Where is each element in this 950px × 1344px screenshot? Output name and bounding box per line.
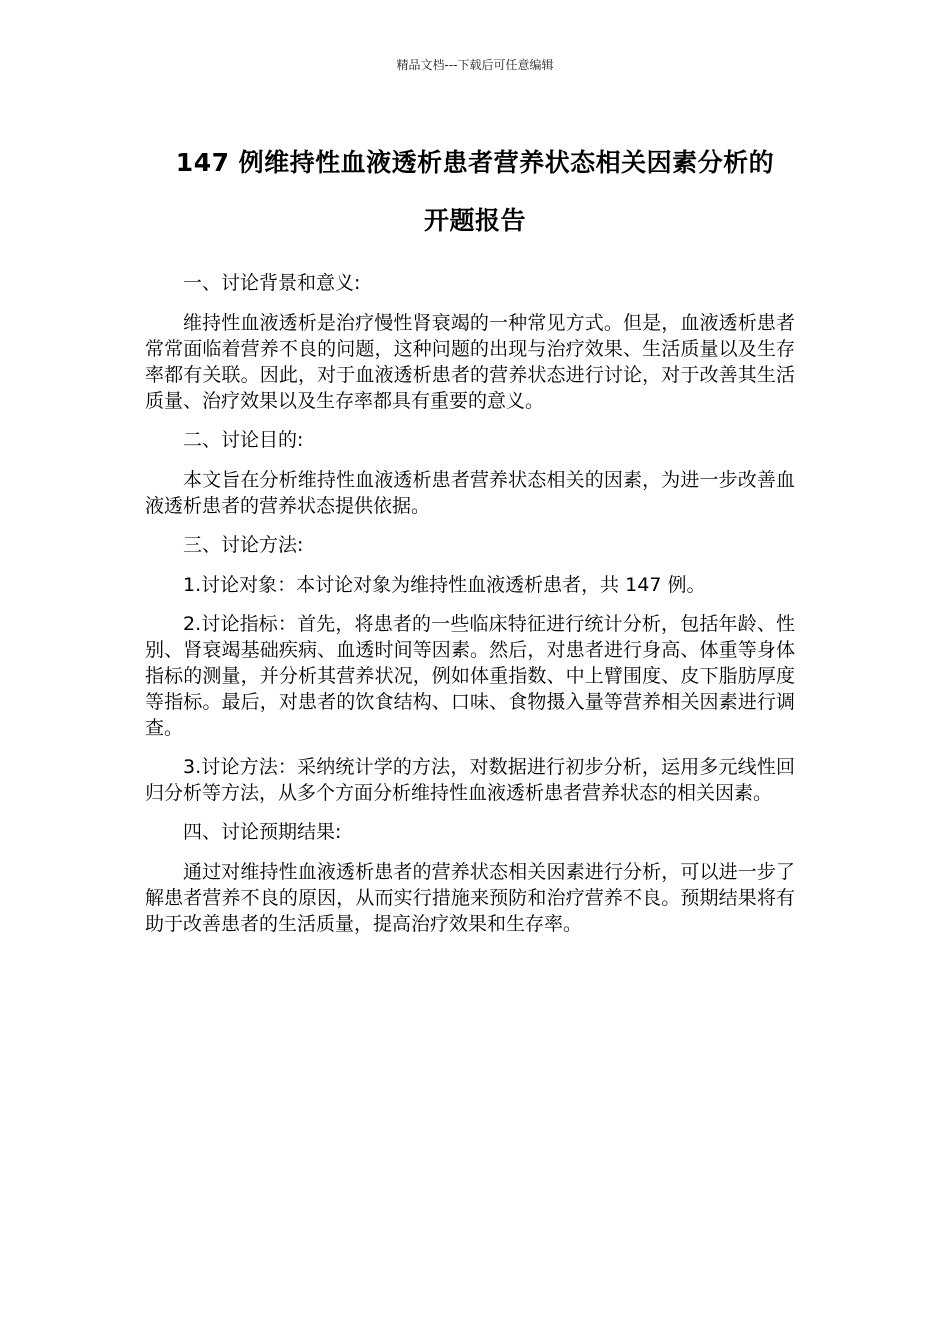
section-paragraph-expected-results: 通过对维持性血液透析患者的营养状态相关因素进行分析，可以进一步了解患者营养不良的原因，从而实行措施来预防和治疗营养不良。预期结果将有助于改善患者的生活质量，提高治疗效果和生存率。 (145, 861, 795, 935)
header-note: 精品文档---下载后可任意编辑 (396, 58, 554, 72)
section-heading-purpose: 二、讨论目的: (183, 429, 304, 451)
title-line-2: 开题报告 (423, 206, 526, 235)
section-heading-expected-results: 四、讨论预期结果: (183, 821, 342, 843)
document-title (120, 134, 830, 250)
title-line-1: 147 例维持性血液透析患者营养状态相关因素分析的 (175, 148, 775, 177)
methods-item-indicators: 2.讨论指标：首先，将患者的一些临床特征进行统计分析，包括年龄、性别、肾衰竭基础疾病、血透时间等因素。然后，对患者进行身高、体重等身体指标的测量，并分析其营养状况，例如体重指数、中上臂围度、皮下脂肪厚度等指标。最后，对患者的饮食结构、口味、食物摄入量等营养相关因素进行调查。 (145, 613, 795, 739)
methods-item-subjects: 1.讨论对象：本讨论对象为维持性血液透析患者，共 147 例。 (183, 574, 706, 596)
document-body (145, 270, 795, 950)
section-paragraph-background: 维持性血液透析是治疗慢性肾衰竭的一种常见方式。但是，血液透析患者常常面临着营养不良的问题，这种问题的出现与治疗效果、生活质量以及生存率都有关联。因此，对于血液透析患者的营养状态进行讨论，对于改善其生活质量、治疗效果以及生存率都具有重要的意义。 (145, 312, 795, 412)
section-heading-background: 一、讨论背景和意义: (183, 272, 361, 294)
section-paragraph-purpose: 本文旨在分析维持性血液透析患者营养状态相关的因素，为进一步改善血液透析患者的营养状态提供依据。 (145, 469, 795, 517)
section-heading-methods: 三、讨论方法: (183, 534, 304, 556)
methods-item-analysis: 3.讨论方法：采纳统计学的方法，对数据进行初步分析，运用多元线性回归分析等方法，从多个方面分析维持性血液透析患者营养状态的相关因素。 (145, 756, 795, 804)
